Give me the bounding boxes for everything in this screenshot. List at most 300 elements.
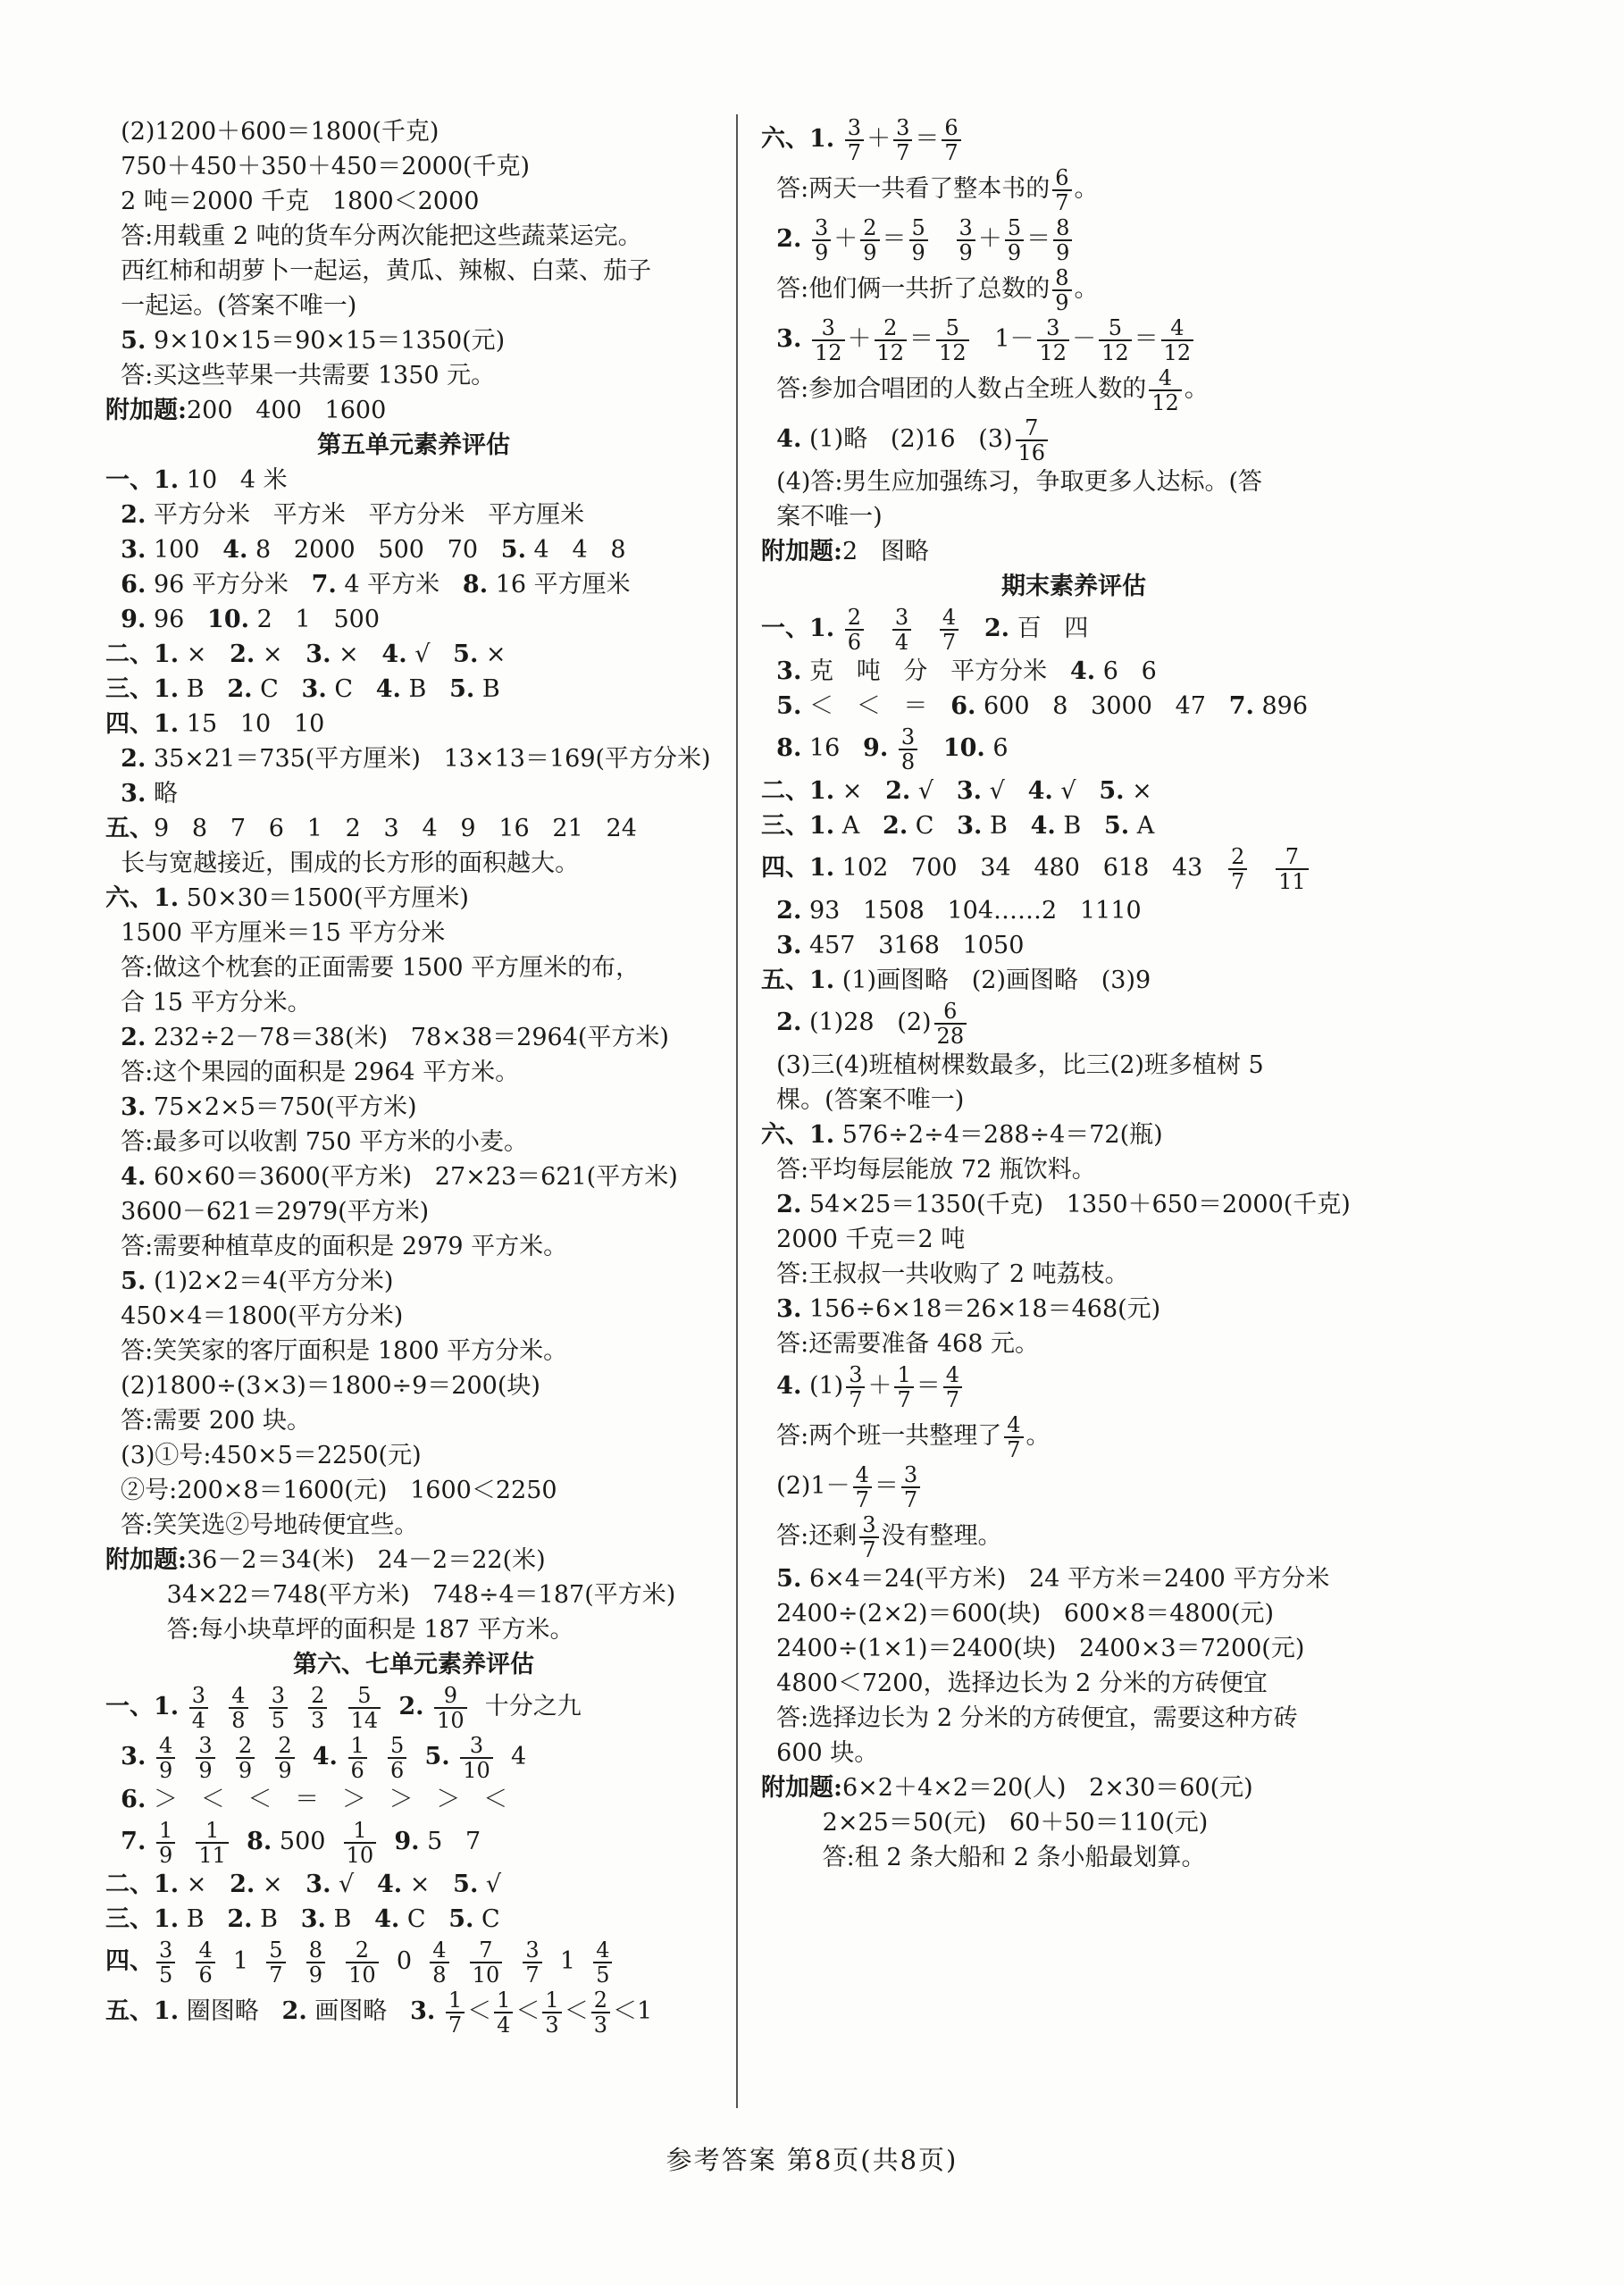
fraction-numerator: 3 — [846, 1363, 865, 1388]
answer-line: 750＋450＋350＋450＝2000(千克) — [105, 153, 531, 180]
fraction-numerator: 1 — [446, 1988, 465, 2013]
answer-line: 答:笑笑家的客厅面积是 1800 平方分米。 — [105, 1337, 568, 1365]
question-number: 3. — [121, 780, 146, 808]
question-number: 3. — [956, 777, 983, 805]
answer-line: 一、1. 10 4 米 — [105, 466, 288, 494]
answer-line: 3. 75×2×5＝750(平方米) — [121, 1093, 417, 1121]
question-number: 2. — [281, 1997, 307, 2025]
answer-line: 答:两个班一共整理了 $\frac{4}{7}$ 。 — [761, 1411, 1051, 1462]
answer-line: (3)①号:450×5＝2250(元) — [105, 1442, 422, 1469]
fraction-numerator: 3 — [189, 1684, 208, 1709]
fraction — [1004, 1413, 1023, 1461]
fraction — [1005, 216, 1024, 264]
fraction-numerator: 3 — [156, 1938, 175, 1963]
fraction — [348, 1684, 381, 1732]
fraction — [446, 1988, 465, 2037]
fraction — [1161, 316, 1194, 364]
fraction-numerator: 6 — [942, 116, 960, 141]
question-number: 三、1. — [105, 675, 180, 703]
fraction-denominator: 9 — [863, 239, 877, 265]
fraction — [875, 316, 908, 364]
fraction-numerator: 3 — [812, 216, 831, 241]
question-number: 4. — [121, 1163, 146, 1191]
fraction-denominator: 9 — [1055, 289, 1069, 315]
answer-line: 答:平均每层能放 72 瓶饮料。 — [761, 1156, 1096, 1184]
question-number: 一、1. — [761, 615, 835, 642]
answer-line: 答:用载重 2 吨的货车分两次能把这些蔬菜运完。 — [105, 222, 642, 250]
answer-line: 答:他们俩一共折了总数的 $\frac{8}{9}$ 。 — [761, 264, 1099, 315]
question-number: 3. — [306, 640, 331, 668]
fraction-denominator: 9 — [308, 1962, 322, 1988]
fraction-numerator: 2 — [1228, 845, 1247, 870]
fraction — [189, 1684, 208, 1732]
fraction — [306, 1938, 325, 1987]
question-number: 五、1. — [761, 967, 835, 994]
question-number: 4. — [375, 675, 401, 703]
answer-line: 3. 457 3168 1050 — [776, 932, 1025, 959]
fraction-numerator: 2 — [275, 1734, 294, 1759]
answer-line: 六、1. 50×30＝1500(平方厘米) — [105, 884, 469, 912]
fraction — [957, 216, 975, 264]
answer-line: 答:王叔叔一共收购了 2 吨荔枝。 — [761, 1260, 1129, 1288]
fraction-denominator: 6 — [198, 1962, 213, 1988]
fraction — [1037, 316, 1070, 364]
fraction-denominator: 7 — [1231, 868, 1245, 894]
fraction-denominator: 10 — [472, 1962, 500, 1988]
answer-line: 附加题:2 图略 — [761, 538, 929, 565]
question-number: 3. — [121, 536, 146, 564]
question-number: 附加题: — [761, 538, 842, 565]
answer-line: 答:还剩 $\frac{3}{7}$ 没有整理。 — [761, 1511, 1002, 1562]
fraction-denominator: 3 — [311, 1707, 325, 1733]
answer-line: 六、1. 576÷2÷4＝288÷4＝72(瓶) — [761, 1121, 1163, 1149]
fraction-numerator: 3 — [845, 116, 864, 141]
question-number: 5. — [1103, 812, 1130, 840]
question-number: 2. — [121, 501, 146, 529]
answer-line: 附加题:200 400 1600 — [105, 397, 387, 424]
fraction — [846, 1363, 865, 1411]
fraction — [1052, 266, 1071, 314]
fraction-denominator: 9 — [238, 1757, 253, 1783]
fraction-denominator: 7 — [1055, 189, 1069, 215]
fraction-denominator: 3 — [593, 2012, 607, 2038]
fraction-numerator: 2 — [308, 1684, 327, 1709]
fraction-numerator: 4 — [940, 606, 958, 631]
fraction-denominator: 12 — [876, 339, 905, 365]
fraction-denominator: 7 — [448, 2012, 463, 2038]
fraction-denominator: 9 — [198, 1757, 213, 1783]
answer-line: 8. 16 9. $\frac{3}{8}$ 10. 6 — [776, 724, 1009, 774]
fraction-denominator: 3 — [545, 2012, 559, 2038]
fraction — [156, 1819, 175, 1867]
question-number: 3. — [410, 1997, 436, 2025]
question-number: 五、1. — [105, 1997, 180, 2025]
question-number: 3. — [301, 675, 327, 703]
fraction — [901, 1463, 920, 1511]
fraction — [591, 1988, 610, 2037]
answer-line: 答:需要 200 块。 — [105, 1407, 311, 1435]
fraction-numerator: 1 — [156, 1819, 175, 1844]
answer-line: 棵。(答案不唯一) — [761, 1086, 965, 1114]
fraction — [853, 1463, 872, 1511]
question-number: 9. — [863, 734, 889, 762]
fraction — [940, 606, 958, 654]
fraction-denominator: 14 — [350, 1707, 379, 1733]
fraction-denominator: 11 — [198, 1842, 226, 1868]
question-number: 4. — [312, 1743, 338, 1770]
fraction-denominator: 7 — [847, 139, 862, 165]
question-number: 2. — [230, 1871, 255, 1898]
question-number: 3. — [776, 325, 802, 353]
question-number: 2. — [776, 897, 802, 925]
question-number: 6. — [121, 571, 146, 598]
answer-line: 4. 60×60＝3600(平方米) 27×23＝621(平方米) — [121, 1163, 678, 1191]
answer-line: 3600－621＝2979(平方米) — [105, 1198, 430, 1226]
answer-line: 9. 96 10. 2 1 500 — [121, 606, 380, 633]
fraction-denominator: 6 — [390, 1757, 405, 1783]
fraction — [909, 216, 928, 264]
fraction-denominator: 5 — [596, 1962, 610, 1988]
answer-line: 附加题:36－2＝34(米) 24－2＝22(米) — [105, 1546, 546, 1574]
question-number: 10. — [207, 606, 250, 633]
fraction-numerator: 4 — [593, 1938, 612, 1963]
fraction-numerator: 3 — [859, 1513, 878, 1538]
question-number: 5. — [776, 692, 802, 720]
question-number: 三、1. — [761, 812, 835, 840]
question-number: 4. — [374, 1905, 400, 1933]
question-number: 2. — [883, 812, 908, 840]
question-number: 5. — [453, 1871, 479, 1898]
answer-line: 三、1. A 2. C 3. B 4. B 5. A — [761, 812, 1155, 840]
fraction-numerator: 2 — [845, 606, 864, 631]
fraction-denominator: 6 — [847, 629, 862, 655]
answer-line: 2000 千克＝2 吨 — [761, 1226, 966, 1253]
question-number: 2. — [776, 1009, 802, 1036]
question-number: 10. — [942, 734, 985, 762]
fraction-numerator: 3 — [196, 1734, 214, 1759]
fraction — [899, 725, 917, 774]
answer-line: 西红柿和胡萝卜一起运，黄瓜、辣椒、白菜、茄子 — [105, 257, 652, 285]
fraction — [934, 1000, 967, 1048]
question-number: 2. — [776, 225, 802, 253]
fraction-numerator: 5 — [388, 1734, 406, 1759]
fraction — [1149, 366, 1182, 414]
fraction — [593, 1938, 612, 1987]
fraction-denominator: 7 — [903, 1486, 918, 1512]
fraction-numerator: 6 — [934, 1000, 967, 1025]
fraction-denominator: 9 — [1007, 239, 1022, 265]
fraction-numerator: 3 — [899, 725, 917, 750]
fraction-denominator: 16 — [1017, 439, 1046, 465]
answer-line: 600 块。 — [761, 1739, 879, 1767]
answer-line: 1500 平方厘米＝15 平方分米 — [105, 919, 446, 947]
fraction-numerator: 4 — [430, 1938, 448, 1963]
answer-line: 答:选择边长为 2 分米的方砖便宜，需要这种方砖 — [761, 1704, 1298, 1732]
question-number: 5. — [121, 1268, 146, 1295]
answer-line: 二、1. × 2. × 3. √ 4. × 5. √ — [105, 1871, 502, 1898]
fraction — [1276, 845, 1309, 893]
fraction-denominator: 7 — [897, 1386, 911, 1412]
fraction-denominator: 12 — [814, 339, 842, 365]
fraction — [269, 1684, 288, 1732]
fraction — [942, 116, 960, 164]
fraction-denominator: 9 — [1056, 239, 1070, 265]
fraction-numerator: 7 — [1276, 845, 1309, 870]
fraction — [156, 1734, 175, 1782]
answer-line: 三、1. B 2. C 3. C 4. B 5. B — [105, 675, 500, 703]
question-number: 附加题: — [105, 397, 187, 424]
answer-line: 2×25＝50(元) 60＋50＝110(元) — [761, 1809, 1209, 1837]
fraction — [894, 1363, 913, 1411]
fraction-numerator: 5 — [909, 216, 928, 241]
answer-line: 答:做这个枕套的正面需要 1500 平方厘米的布， — [105, 954, 640, 982]
fraction — [845, 116, 864, 164]
section-heading: 第五单元素养评估 — [317, 431, 510, 459]
question-number: 一、1. — [105, 466, 180, 494]
answer-line: 2. 93 1508 104……2 1110 — [776, 897, 1142, 925]
page-footer: 参考答案 第8页(共8页) — [666, 2145, 958, 2175]
answer-line: 案不唯一) — [761, 503, 883, 531]
answer-line: 2. (1)28 (2) $\frac{6}{28}$ — [761, 998, 1386, 1048]
fraction-denominator: 7 — [896, 139, 910, 165]
answer-line: 2 吨＝2000 千克 1800＜2000 — [105, 188, 480, 215]
answer-line: 四、1. 15 10 10 — [105, 710, 325, 738]
question-number: 六、1. — [761, 1121, 835, 1149]
question-number: 四、 — [105, 1947, 154, 1975]
fraction — [494, 1988, 513, 2037]
fraction-denominator: 10 — [348, 1962, 376, 1988]
fraction-denominator: 12 — [939, 339, 967, 365]
question-number: 六、1. — [761, 125, 835, 153]
fraction — [542, 1988, 561, 2037]
answer-line: 二、1. × 2. × 3. × 4. √ 5. × — [105, 640, 506, 668]
answer-line: 五、1. 圈图略 2. 画图略 3. $\frac{1}{7}$ ＜ $\frac{1}{4}$ ＜ $\frac{1}{3}$ ＜ $\frac{2}{3}$ ＜1 — [105, 1987, 653, 2038]
question-number: 2. — [121, 1024, 146, 1051]
fraction-denominator: 10 — [437, 1707, 465, 1733]
question-number: 4. — [377, 1871, 403, 1898]
fraction-numerator: 4 — [1004, 1413, 1023, 1438]
fraction-denominator: 7 — [1007, 1436, 1021, 1462]
fraction-denominator: 12 — [1151, 389, 1179, 415]
answer-line: 答:这个果园的面积是 2964 平方米。 — [105, 1059, 520, 1086]
question-number: 5. — [448, 1905, 474, 1933]
question-number: 3. — [957, 812, 983, 840]
fraction-numerator: 3 — [460, 1734, 493, 1759]
question-number: 2. — [984, 615, 1010, 642]
answer-line: 长与宽越接近，围成的长方形的面积越大。 — [105, 850, 580, 877]
answer-line: 3. 略 — [121, 780, 178, 808]
fraction — [346, 1938, 379, 1987]
fraction-denominator: 7 — [942, 629, 957, 655]
answer-line: 3. 克 吨 分 平方分米 4. 6 6 — [776, 657, 1157, 685]
question-number: 2. — [885, 777, 911, 805]
answer-line: 2. 平方分米 平方米 平方分米 平方厘米 — [121, 501, 585, 529]
answer-line: 六、1. $\frac{3}{7}$ ＋ $\frac{3}{7}$ ＝ $\frac{6}{7}$ — [761, 114, 1386, 164]
fraction-numerator: 5 — [936, 316, 969, 341]
question-number: 5. — [1099, 777, 1125, 805]
answer-line: 4800＜7200，选择边长为 2 分米的方砖便宜 — [761, 1670, 1268, 1697]
question-number: 二、1. — [105, 1871, 180, 1898]
question-number: 2. — [227, 675, 253, 703]
answer-line: 答:参加合唱团的人数占全班人数的 $\frac{4}{12}$ 。 — [761, 364, 1209, 415]
fraction — [434, 1684, 467, 1732]
question-number: 4. — [381, 640, 407, 668]
fraction-denominator: 12 — [1163, 339, 1192, 365]
answer-line: 4. (1) $\frac{3}{7}$ ＋ $\frac{1}{7}$ ＝ $\frac{4}{7}$ — [761, 1361, 1386, 1411]
question-number: 5. — [453, 640, 479, 668]
fraction — [1099, 316, 1132, 364]
answer-line: (2)1800÷(3×3)＝1800÷9＝200(块) — [105, 1372, 540, 1400]
question-number: 4. — [1069, 657, 1096, 685]
answer-line: 2. 54×25＝1350(千克) 1350＋650＝2000(千克) — [776, 1191, 1351, 1218]
fraction-numerator: 4 — [943, 1363, 962, 1388]
question-number: 二、1. — [105, 640, 180, 668]
fraction-denominator: 7 — [849, 1386, 863, 1412]
question-number: 4. — [1027, 777, 1053, 805]
answer-line: 6. 96 平方分米 7. 4 平方米 8. 16 平方厘米 — [121, 571, 631, 598]
question-number: 5. — [449, 675, 475, 703]
answer-line: 一、1. $\frac{3}{4}$ $\frac{4}{8}$ $\frac{3}{5}$ $\frac{2}{3}$ $\frac{5}{14}$ 2. $\frac{9}{10}$ 十分之九 — [105, 1682, 582, 1733]
answer-line: 2400÷(2×2)＝600(块) 600×8＝4800(元) — [761, 1600, 1275, 1628]
question-number: 5. — [776, 1565, 802, 1593]
fraction-denominator: 12 — [1039, 339, 1067, 365]
section-heading: 期末素养评估 — [1001, 573, 1146, 600]
question-number: 2. — [121, 745, 146, 773]
answer-line: 7. $\frac{1}{9}$ $\frac{1}{11}$ 8. 500 $\frac{1}{10}$ 9. 5 7 — [121, 1817, 481, 1868]
question-number: 五、 — [105, 815, 154, 842]
answer-line: 450×4＝1800(平方分米) — [105, 1302, 404, 1330]
answer-line: 5. ＜ ＜ ＝ 6. 600 8 3000 47 7. 896 — [776, 692, 1309, 720]
fraction-numerator: 3 — [523, 1938, 541, 1963]
question-number: 3. — [300, 1905, 326, 1933]
fraction-denominator: 4 — [894, 629, 909, 655]
question-number: 6. — [950, 692, 976, 720]
fraction-denominator: 9 — [158, 1757, 173, 1783]
answer-line: 2. 232÷2－78＝38(米) 78×38＝2964(平方米) — [121, 1024, 669, 1051]
answer-line: 答:最多可以收割 750 平方米的小麦。 — [105, 1128, 528, 1156]
fraction-numerator: 7 — [1016, 416, 1049, 441]
fraction-numerator: 2 — [875, 316, 908, 341]
right-column — [761, 114, 1386, 1875]
answer-line: 3. $\frac{3}{12}$ ＋ $\frac{2}{12}$ ＝ $\frac{5}{12}$ 1－ $\frac{3}{12}$ － $\frac{5}{12}$ ＝ $\frac{4}{12}$ — [761, 314, 1386, 364]
answer-line: (2)1200＋600＝1800(千克) — [105, 118, 439, 146]
question-number: 6. — [121, 1786, 146, 1813]
fraction-numerator: 3 — [957, 216, 975, 241]
answer-line: 6. ＞ ＜ ＜ ＝ ＞ ＞ ＞ ＜ — [121, 1786, 508, 1813]
fraction-denominator: 7 — [269, 1962, 283, 1988]
fraction — [1053, 216, 1072, 264]
fraction — [430, 1938, 448, 1987]
question-number: 3. — [776, 932, 802, 959]
fraction — [1016, 416, 1049, 465]
fraction — [470, 1938, 503, 1987]
fraction-numerator: 4 — [1161, 316, 1194, 341]
fraction — [523, 1938, 541, 1987]
fraction — [943, 1363, 962, 1411]
fraction — [388, 1734, 406, 1782]
fraction-numerator: 1 — [894, 1363, 913, 1388]
answer-line: 合 15 平方分米。 — [105, 989, 312, 1017]
left-column — [105, 114, 722, 2037]
answer-line: 答:买这些苹果一共需要 1350 元。 — [105, 362, 496, 389]
question-number: 四、1. — [105, 710, 180, 738]
question-number: 3. — [776, 1295, 802, 1323]
question-number: 7. — [1228, 692, 1254, 720]
answer-line: 2400÷(1×1)＝2400(块) 2400×3＝7200(元) — [761, 1635, 1305, 1662]
fraction-numerator: 8 — [1052, 266, 1071, 291]
fraction-numerator: 8 — [1053, 216, 1072, 241]
fraction-numerator: 2 — [236, 1734, 255, 1759]
fraction-numerator: 2 — [591, 1988, 610, 2013]
fraction-denominator: 7 — [862, 1536, 876, 1562]
fraction — [348, 1734, 367, 1782]
fraction — [812, 216, 831, 264]
fraction — [460, 1734, 493, 1782]
fraction-numerator: 7 — [470, 1938, 503, 1963]
answer-line: 4. (1)略 (2)16 (3) $\frac{7}{16}$ — [761, 414, 1386, 465]
fraction-numerator: 4 — [229, 1684, 247, 1709]
answer-line: 2. 35×21＝735(平方厘米) 13×13＝169(平方分米) — [121, 745, 711, 773]
fraction-numerator: 1 — [348, 1734, 367, 1759]
answer-line: 五、9 8 7 6 1 2 3 4 9 16 21 24 — [105, 815, 637, 842]
fraction — [344, 1819, 377, 1867]
question-number: 4. — [1030, 812, 1056, 840]
fraction-denominator: 12 — [1101, 339, 1129, 365]
column-divider — [736, 114, 738, 2108]
answer-line: 2. $\frac{3}{9}$ ＋ $\frac{2}{9}$ ＝ $\frac{5}{9}$ $\frac{3}{9}$ ＋ $\frac{5}{9}$ ＝ $\frac{8}{9}$ — [761, 214, 1386, 264]
answer-line: 答:笑笑选②号地砖便宜些。 — [105, 1511, 419, 1539]
answer-line: 五、1. (1)画图略 (2)画图略 (3)9 — [761, 967, 1151, 994]
fraction — [860, 216, 879, 264]
answer-line: 5. 6×4＝24(平方米) 24 平方米＝2400 平方分米 — [776, 1565, 1330, 1593]
question-number: 2. — [776, 1191, 802, 1218]
fraction-numerator: 2 — [346, 1938, 379, 1963]
fraction-numerator: 9 — [434, 1684, 467, 1709]
question-number: 二、1. — [761, 777, 835, 805]
fraction — [812, 316, 845, 364]
question-number: 5. — [500, 536, 526, 564]
answer-line: (2)1－ $\frac{4}{7}$ ＝ $\frac{3}{7}$ — [761, 1461, 1386, 1511]
fraction-denominator: 5 — [271, 1707, 285, 1733]
fraction-numerator: 5 — [266, 1938, 285, 1963]
fraction-numerator: 4 — [1149, 366, 1182, 391]
fraction-numerator: 2 — [860, 216, 879, 241]
fraction-denominator: 9 — [278, 1757, 292, 1783]
fraction-denominator: 11 — [1278, 868, 1306, 894]
fraction-denominator: 9 — [158, 1842, 173, 1868]
fraction — [1052, 166, 1071, 214]
fraction-numerator: 6 — [1052, 166, 1071, 191]
fraction-denominator: 28 — [936, 1023, 965, 1049]
fraction — [196, 1938, 214, 1987]
question-number: 8. — [462, 571, 489, 598]
answer-line: 3. 156÷6×18＝26×18＝468(元) — [776, 1295, 1161, 1323]
fraction-numerator: 3 — [1037, 316, 1070, 341]
question-number: 2. — [398, 1693, 424, 1720]
fraction-denominator: 7 — [944, 139, 958, 165]
fraction-denominator: 4 — [191, 1707, 206, 1733]
fraction — [156, 1938, 175, 1987]
fraction — [196, 1734, 214, 1782]
fraction — [936, 316, 969, 364]
answer-line: 二、1. × 2. √ 3. √ 4. √ 5. × — [761, 777, 1152, 805]
question-number: 附加题: — [105, 1546, 187, 1574]
answer-line: 答:需要种植草皮的面积是 2979 平方米。 — [105, 1233, 568, 1260]
fraction-numerator: 1 — [542, 1988, 561, 2013]
answer-line: 一起运。(答案不唯一) — [105, 292, 357, 320]
answer-line: 附加题:6×2＋4×2＝20(人) 2×30＝60(元) — [761, 1774, 1253, 1802]
fraction-denominator: 10 — [463, 1757, 490, 1783]
